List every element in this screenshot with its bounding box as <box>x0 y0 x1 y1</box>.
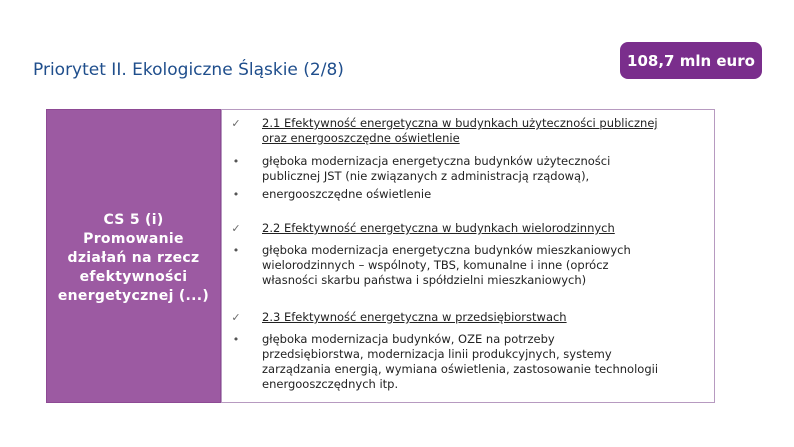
item-text: głęboka modernizacja energetyczna budynków mieszkaniowych wielorodzinnych – wspólnoty, TBS, komunalne i inne (oprócz własności skarbu państwa i spółdzielni mieszkaniowych) <box>262 243 631 287</box>
item-text: głęboka modernizacja budynków, OZE na potrzeby przedsiębiorstwa, modernizacja linii produkcyjnych, systemy zarządzania energią, wymiana oświetlenia, zastosowanie technologii energooszczędnych itp. <box>262 332 659 391</box>
objective-line: działań na rzecz <box>67 250 200 266</box>
checkmark-icon: ✓ <box>231 222 241 235</box>
page-title: Priorytet II. Ekologiczne Śląskie (2/8) <box>33 60 344 80</box>
bullet-icon: • <box>232 188 240 201</box>
item-text: energooszczędne oświetlenie <box>262 187 432 201</box>
item-text: głęboka modernizacja energetyczna budynków użyteczności publicznej JST (nie związanych z administracją rządową), <box>262 154 611 183</box>
bullet-icon: • <box>232 155 240 168</box>
objective-line: efektywności <box>79 269 188 285</box>
objective-text <box>47 211 220 306</box>
item-heading: 2.1 Efektywność energetyczna w budynkach użyteczności publicznej oraz energooszczędne oświetlenie <box>262 116 658 145</box>
item-heading: 2.3 Efektywność energetyczna w przedsiębiorstwach <box>262 310 567 324</box>
objective-box <box>46 109 221 403</box>
bullet-icon: • <box>232 333 240 346</box>
content-panel <box>221 109 715 403</box>
checkmark-icon: ✓ <box>231 117 241 130</box>
objective-line: Promowanie <box>83 231 184 247</box>
objective-line: CS 5 (i) <box>103 212 164 228</box>
budget-badge: 108,7 mln euro <box>620 42 762 79</box>
item-heading: 2.2 Efektywność energetyczna w budynkach wielorodzinnych <box>262 221 615 235</box>
checkmark-icon: ✓ <box>231 311 241 324</box>
objective-line: energetycznej (...) <box>57 288 210 304</box>
bullet-icon: • <box>232 244 240 257</box>
